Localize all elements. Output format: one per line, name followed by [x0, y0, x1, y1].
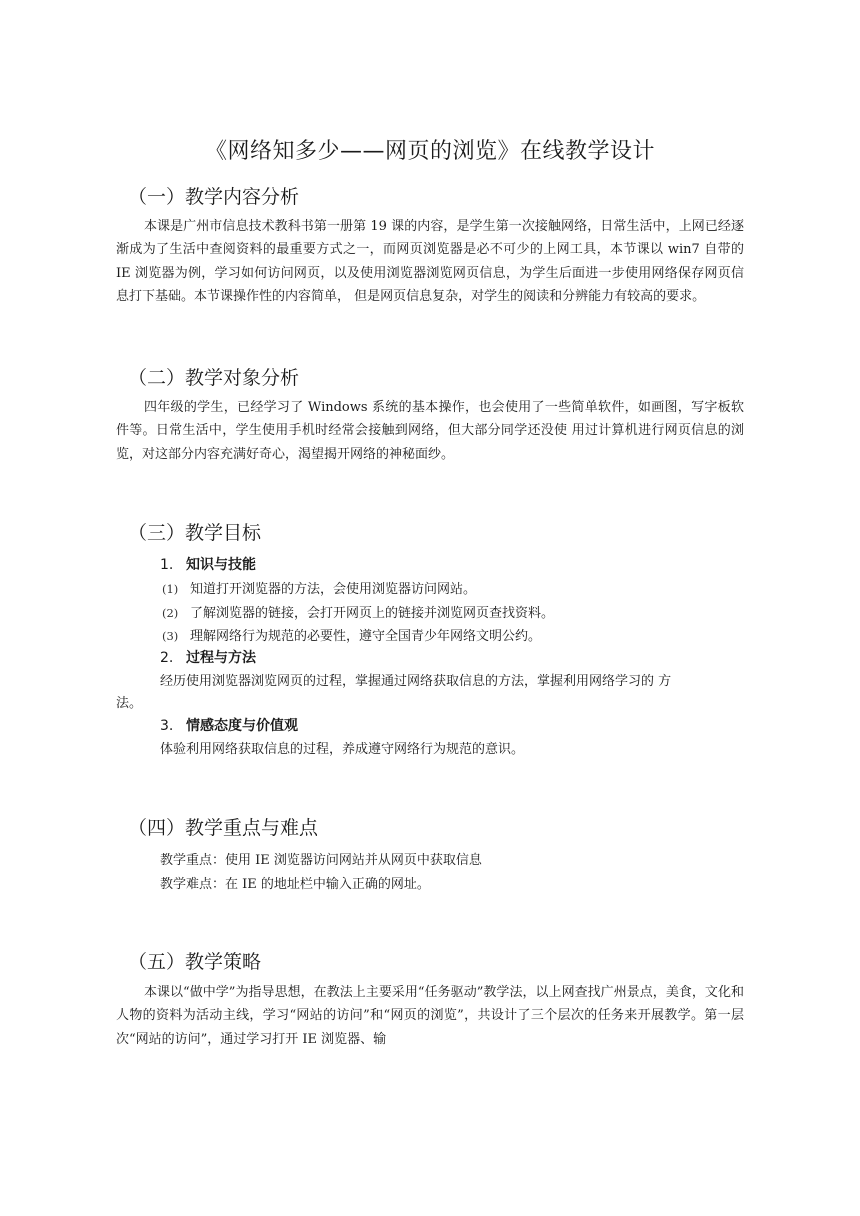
section-heading-key-difficult-points: （四）教学重点与难点 — [128, 817, 319, 839]
difficulty-text: 教学难点：在 IE 的地址栏中输入正确的网址。 — [160, 877, 430, 892]
goal-title: 过程与方法 — [186, 650, 256, 666]
goal-title: 知识与技能 — [186, 557, 256, 573]
goal-heading-knowledge-skills — [160, 554, 256, 574]
section-heading-content-analysis: （一）教学内容分析 — [128, 186, 300, 208]
goal-heading-attitude-values — [160, 715, 298, 735]
section-heading-audience-analysis: （二）教学对象分析 — [128, 367, 300, 389]
goal-item-number: (1) — [162, 582, 179, 596]
section-paragraph-audience-analysis: 四年级的学生，已经学习了 Windows 系统的基本操作，也会使用了一些简单软件，如画图，写字板软件等。日常生活中，学生使用手机时经常会接触到网络，但大部分同学还没使 用过计算机进行网页信息的浏览，对这部分内容充满好奇心，渴望揭开网络的神秘面纱。 — [116, 400, 744, 462]
goal-title: 情感态度与价值观 — [186, 718, 298, 734]
section-heading-teaching-strategy: （五）教学策略 — [128, 951, 262, 973]
goal-item-text: 理解网络行为规范的必要性，遵守全国青少年网络文明公约。 — [190, 629, 542, 644]
goal-text-line: 经历使用浏览器浏览网页的过程，掌握通过网络获取信息的方法，掌握利用网络学习的 方 — [160, 674, 672, 689]
section-paragraph-content-analysis: 本课是广州市信息技术教科书第一册第 19 课的内容，是学生第一次接触网络，日常生活中，上网已经逐渐成为了生活中查阅资料的最重要方式之一，而网页浏览器是必不可少的上网工具，本节课以 win7 自带的 IE 浏览器为例，学习如何访问网页，以及使用浏览器浏览网页信息，为学生后面进一步使用网络保存网页信息打下基础。本节课操作性的内容简单， 但是网页信息复杂，对学生的阅读和分辨能力有较高的要求。 — [116, 219, 744, 305]
goal-item-text: 了解浏览器的链接，会打开网页上的链接并浏览网页查找资料。 — [190, 606, 555, 621]
goal-heading-process-method — [160, 647, 256, 667]
goal-number: 3. — [160, 718, 174, 734]
section-paragraph-teaching-strategy: 本课以“做中学”为指导思想，在教法上主要采用“任务驱动”教学法，以上网查找广州景点，美食，文化和人物的资料为活动主线，学习“网站的访问”和“网页的浏览”，共设计了三个层次的任务来开展教学。第一层次“网站的访问”，通过学习打开 IE 浏览器、输 — [116, 985, 744, 1047]
goal-item-number: (3) — [162, 629, 179, 643]
goal-item — [162, 625, 541, 644]
goal-text-line: 法。 — [116, 696, 143, 711]
goal-text-line: 体验利用网络获取信息的过程，养成遵守网络行为规范的意识。 — [160, 742, 525, 757]
section-heading-teaching-goals: （三）教学目标 — [128, 522, 262, 544]
goal-number: 2. — [160, 650, 174, 666]
goal-item-text: 知道打开浏览器的方法，会使用浏览器访问网站。 — [190, 582, 477, 597]
goal-item — [162, 578, 476, 597]
goal-item-number: (2) — [162, 606, 179, 620]
goal-item — [162, 602, 554, 621]
key-point-text: 教学重点：使用 IE 浏览器访问网站并从网页中获取信息 — [160, 853, 482, 868]
goal-number: 1. — [160, 557, 174, 573]
document-title: 《网络知多少——网页的浏览》在线教学设计 — [204, 139, 655, 164]
